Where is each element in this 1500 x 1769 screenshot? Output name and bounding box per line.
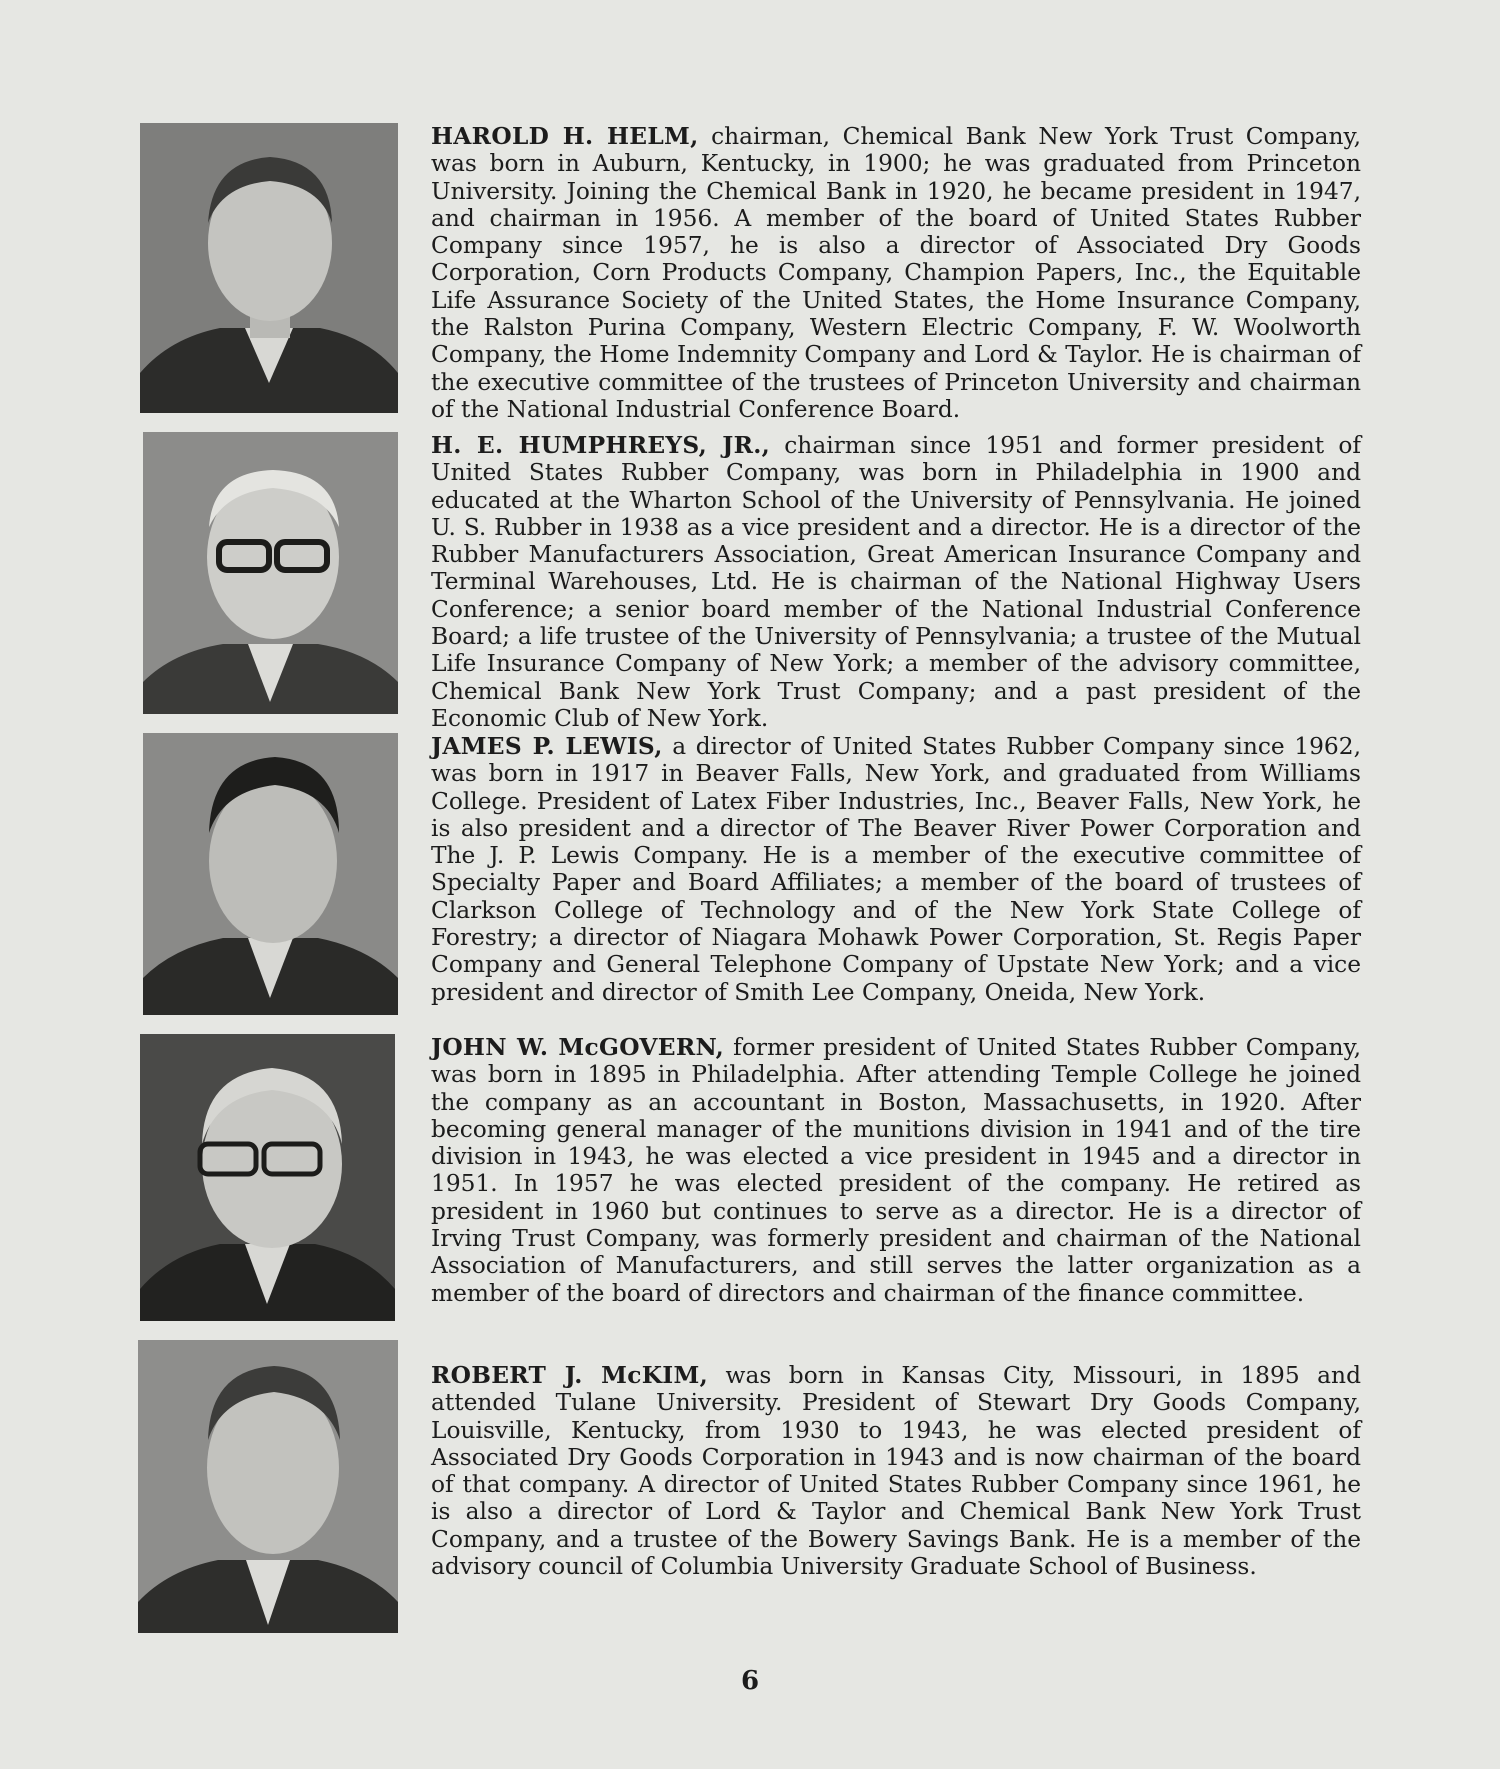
biography-text xyxy=(431,733,1361,1006)
person-name: JOHN W. McGOVERN, xyxy=(431,1034,724,1061)
biography-text xyxy=(431,1034,1361,1307)
portrait-photo-mcgovern xyxy=(140,1034,395,1321)
portrait-silhouette xyxy=(143,733,398,1015)
biography-body: was born in Kansas City, Missouri, in 1895 and attended Tulane University. President of Stewart Dry Goods Company, Louisville, Kentucky, from 1930 to 1943, he was elected president of Associated Dry Goods Corporation in 1943 and is now chairman of the board of that company. A director of United States Rubber Company since 1961, he is also a director of Lord & Taylor and Chemical Bank New York Trust Company, and a trustee of the Bowery Savings Bank. He is a member of the advisory council of Columbia University Graduate School of Business. xyxy=(431,1362,1361,1581)
biography-body: chairman, Chemical Bank New York Trust Company, was born in Auburn, Kentucky, in 1900; he was graduated from Princeton University. Joining the Chemical Bank in 1920, he became president in 1947, and chairman in 1956. A member of the board of United States Rubber Company since 1957, he is also a director of Associated Dry Goods Corporation, Corn Products Company, Champion Papers, Inc., the Equitable Life Assurance Society of the United States, the Home Insurance Company, the Ralston Purina Company, Western Electric Company, F. W. Woolworth Company, the Home Indemnity Company and Lord & Taylor. He is chairman of the executive committee of the trustees of Princeton University and chairman of the National Industrial Conference Board. xyxy=(431,123,1361,423)
biography-body: chairman since 1951 and former president of United States Rubber Company, was born in Philadelphia in 1900 and educated at the Wharton School of the University of Pennsylvania. He joined U. S. Rubber in 1938 as a vice president and a director. He is a director of the Rubber Manufacturers Association, Great American Insurance Company and Terminal Warehouses, Ltd. He is chairman of the National Highway Users Conference; a senior board member of the National Industrial Conference Board; a life trustee of the University of Pennsylvania; a trustee of the Mutual Life Insurance Company of New York; a member of the advisory committee, Chemical Bank New York Trust Company; and a past president of the Economic Club of New York. xyxy=(431,432,1361,732)
portrait-photo-helm xyxy=(140,123,398,413)
biography-text xyxy=(431,123,1361,423)
portrait-silhouette xyxy=(140,1034,395,1321)
page-number: 6 xyxy=(740,1666,760,1696)
portrait-silhouette xyxy=(143,432,398,714)
person-name: HAROLD H. HELM, xyxy=(431,123,699,150)
portrait-photo-mckim xyxy=(138,1340,398,1633)
portrait-silhouette xyxy=(140,123,398,413)
person-name: JAMES P. LEWIS, xyxy=(431,733,663,760)
portrait-silhouette xyxy=(138,1340,398,1633)
biography-text xyxy=(431,432,1361,732)
person-name: H. E. HUMPHREYS, JR., xyxy=(431,432,771,459)
biography-text xyxy=(431,1362,1361,1580)
biography-body: a director of United States Rubber Company since 1962, was born in 1917 in Beaver Falls, New York, and graduated from Williams College. President of Latex Fiber Industries, Inc., Beaver Falls, New York, he is also president and a director of The Beaver River Power Corporation and The J. P. Lewis Company. He is a member of the executive committee of Specialty Paper and Board Affiliates; a member of the board of trustees of Clarkson College of Technology and of the New York State College of Forestry; a director of Niagara Mohawk Power Corporation, St. Regis Paper Company and General Telephone Company of Upstate New York; and a vice president and director of Smith Lee Company, Oneida, New York. xyxy=(431,733,1361,1006)
portrait-photo-lewis xyxy=(143,733,398,1015)
biography-body: former president of United States Rubber Company, was born in 1895 in Philadelphia. After attending Temple College he joined the company as an accountant in Boston, Massachusetts, in 1920. After becoming general manager of the munitions division in 1941 and of the tire division in 1943, he was elected a vice president in 1945 and a director in 1951. In 1957 he was elected president of the company. He retired as president in 1960 but continues to serve as a director. He is a director of Irving Trust Company, was formerly president and chairman of the National Association of Manufacturers, and still serves the latter organization as a member of the board of directors and chairman of the finance committee. xyxy=(431,1034,1361,1307)
portrait-photo-humphreys xyxy=(143,432,398,714)
person-name: ROBERT J. McKIM, xyxy=(431,1362,708,1389)
